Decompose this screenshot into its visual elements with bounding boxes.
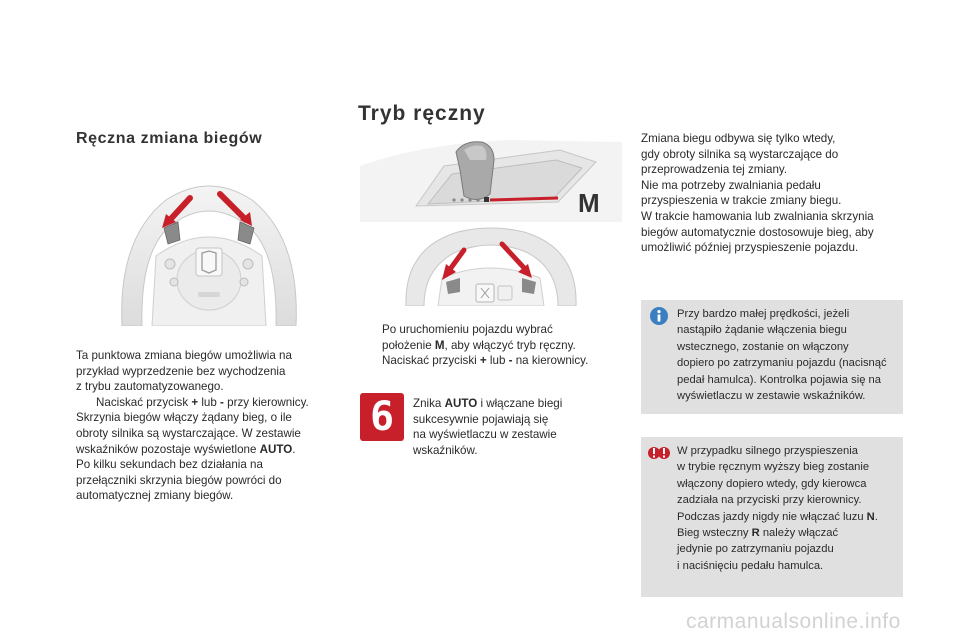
minus-symbol: - (508, 354, 513, 368)
m-label: M (434, 338, 445, 352)
text-fragment: , aby włączyć tryb ręczny. (444, 338, 576, 352)
text-fragment: położenie (382, 338, 435, 352)
text-line: Przy bardzo małej prędkości, jeżeli (677, 308, 850, 320)
text-line: przykład wyprzedzenie bez wychodzenia (76, 364, 286, 378)
text-line: przeprowadzenia tej zmiany. (641, 163, 788, 177)
text-line: dopiero po zatrzymaniu pojazdu (nacisnąć (677, 357, 887, 370)
text-line: Nie ma potrzeby zwalniania pedału (641, 178, 821, 192)
text-line: Skrzynia biegów włączy żądany bieg, o ile (76, 411, 292, 425)
text-line: obroty silnika są wystarczające. W zestawie (76, 426, 301, 440)
text-line: sukcesywnie pojawiają się (413, 412, 549, 426)
gear-pointer-line (490, 198, 558, 200)
text-fragment: Naciskać przycisk (96, 395, 192, 409)
text-fragment: na kierownicy. (512, 354, 589, 368)
right-column-text (641, 131, 874, 256)
bullet-line (362, 338, 588, 354)
gear-display-note (413, 396, 562, 458)
n-label: N (866, 510, 875, 523)
watermark: carmanualsonline.info (686, 610, 901, 633)
text-fragment: przy kierownicy. (223, 395, 309, 409)
text-line: Zmiana biegu odbywa się tylko wtedy, (641, 132, 836, 145)
text-line: wstecznego, zostanie on włączony (677, 340, 849, 353)
text-line: nastąpiło żądanie włączenia biegu (677, 324, 847, 337)
text-line (413, 396, 562, 412)
auto-label: AUTO (444, 397, 478, 410)
text-line: z trybu zautomatyzowanego. (76, 380, 224, 394)
text-line: zadziała na przyciski przy kierownicy. (677, 494, 862, 507)
plus-symbol: + (479, 354, 487, 368)
text-line: i naciśnięciu pedału hamulca. (677, 559, 824, 572)
plus-symbol: + (191, 395, 199, 409)
text-fragment: Bieg wsteczny (677, 527, 752, 540)
info-icon (649, 306, 669, 326)
text-line: W trakcie hamowania lub zwalniania skrzynia (641, 209, 874, 223)
info-box (641, 300, 903, 414)
info-text (677, 306, 887, 404)
gear-display-icon (360, 393, 404, 441)
text-line (677, 525, 878, 541)
left-column-text (76, 348, 309, 504)
text-line: W przypadku silnego przyspieszenia (677, 445, 858, 457)
text-fragment: należy włączać (759, 527, 839, 540)
text-fragment: Naciskać przyciski (382, 354, 480, 368)
bullet-line (76, 395, 309, 411)
gear-display-digit: 6 (369, 394, 395, 440)
text-line: przełączniki skrzynia biegów powróci do (76, 473, 282, 487)
text-fragment: . (292, 442, 296, 456)
text-fragment: i włączane biegi (477, 397, 563, 410)
steering-wheel-paddles-illustration (402, 226, 580, 306)
text-line: wyświetlaczu w zestawie wskaźników. (677, 390, 866, 403)
minus-symbol: - (220, 395, 224, 409)
text-line (677, 509, 878, 525)
text-line: biegów automatycznie dostosowuje bieg, aby (641, 225, 874, 239)
text-fragment: lub (486, 354, 509, 368)
mid-bullets (362, 322, 588, 369)
text-line: jedynie po zatrzymaniu pojazdu (677, 543, 834, 556)
r-label: R (751, 527, 760, 540)
text-line: przyspieszenia w trakcie zmiany biegu. (641, 194, 842, 208)
warning-icon (648, 443, 670, 463)
text-fragment: . (874, 510, 878, 523)
text-line: gdy obroty silnika są wystarczające do (641, 147, 839, 161)
text-line: wskaźników. (413, 443, 478, 457)
text-line (76, 442, 309, 458)
steering-wheel-illustration (116, 178, 302, 326)
text-line: na wyświetlaczu w zestawie (413, 428, 557, 442)
text-fragment: wskaźników pozostaje wyświetlone (76, 442, 260, 456)
text-fragment: Znika (413, 397, 445, 410)
auto-label: AUTO (259, 442, 293, 456)
subsection-title: Ręczna zmiana biegów (76, 130, 263, 147)
text-fragment: Po uruchomieniu pojazdu wybrać (382, 323, 553, 336)
text-line: w trybie ręcznym wyższy bieg zostanie (677, 461, 870, 474)
text-line: automatycznej zmiany biegów. (76, 489, 234, 503)
warning-box (641, 437, 903, 597)
text-line: pedał hamulca). Kontrolka pojawia się na (677, 373, 881, 386)
text-fragment: lub (198, 395, 221, 409)
section-title: Tryb ręczny (358, 102, 486, 125)
bullet-line (362, 353, 588, 369)
warning-text (677, 443, 878, 574)
text-line: Ta punktowa zmiana biegów umożliwia na (76, 349, 292, 362)
gear-letter-m: M (578, 188, 600, 218)
bullet-line (362, 322, 588, 338)
text-line: włączony dopiero wtedy, gdy kierowca (677, 477, 867, 490)
text-line: umożliwić później przyspieszenie pojazdu. (641, 241, 859, 255)
text-fragment: Podczas jazdy nigdy nie włączać luzu (677, 510, 867, 523)
text-line: Po kilku sekundach bez działania na (76, 458, 263, 472)
